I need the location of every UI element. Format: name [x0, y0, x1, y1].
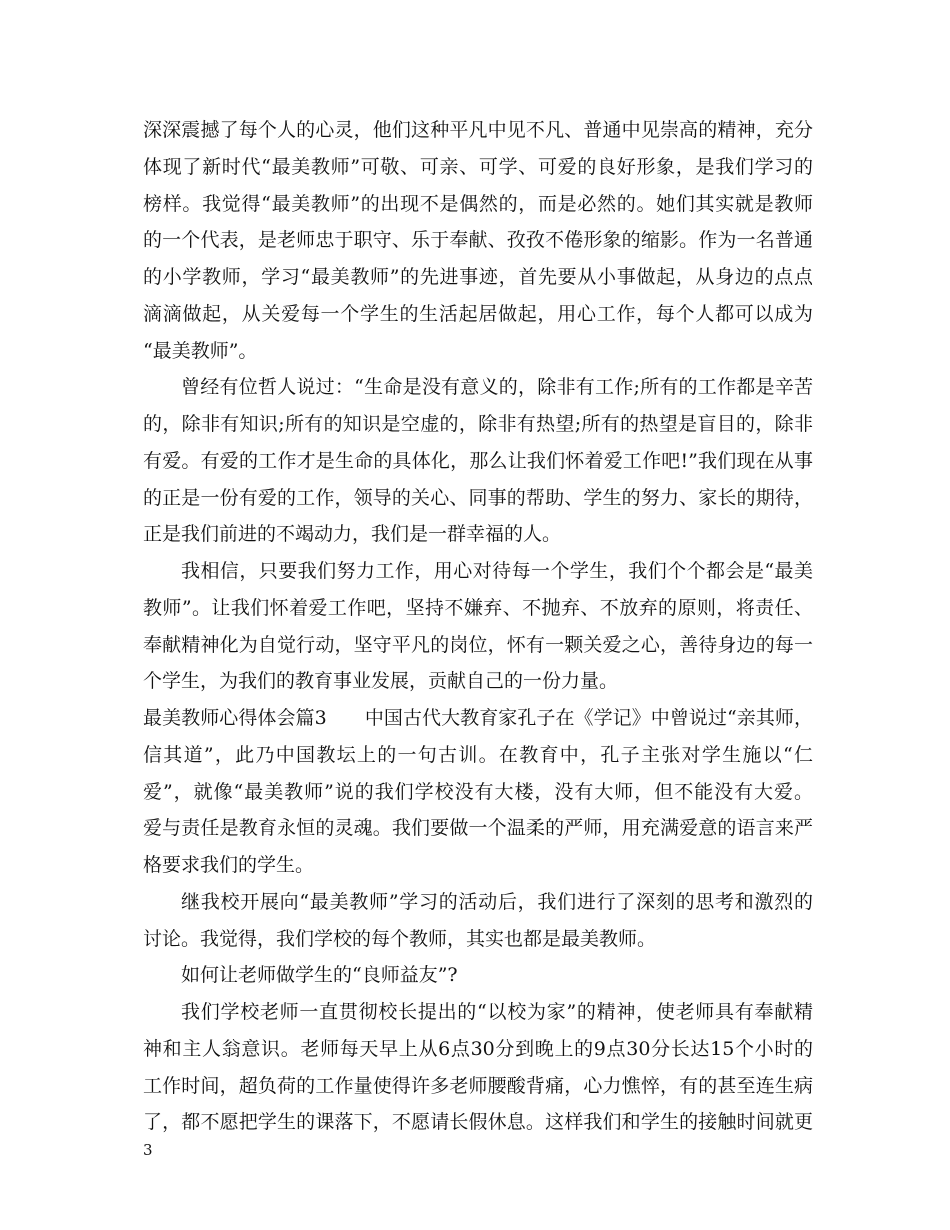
text-line: 我们学校老师一直贯彻校长提出的“以校为家”的精神，使老师具有奉献精: [181, 1001, 813, 1023]
text-line: 体现了新时代“最美教师”可敬、可亲、可学、可爱的良好形象，是我们学习的: [143, 155, 813, 178]
text-line: 教师”。让我们怀着爱工作吧，坚持不嫌弃、不抛弃、不放弃的原则，将责任、: [143, 596, 813, 619]
text-line: 有爱。有爱的工作才是生命的具体化，那么让我们怀着爱工作吧!”我们现在从事: [143, 449, 813, 472]
text-line: 的，除非有知识;所有的知识是空虚的，除非有热望;所有的热望是盲目的，除非: [143, 413, 813, 435]
text-line: “最美教师”。: [143, 339, 258, 362]
text-line: 信其道”，此乃中国教坛上的一句古训。在教育中，孔子主张对学生施以“仁: [143, 743, 813, 766]
text-line: 爱”，就像“最美教师”说的我们学校没有大楼，没有大师，但不能没有大爱。: [143, 780, 813, 803]
text-line: 神和主人翁意识。老师每天早上从6点30分到晚上的9点30分长达15个小时的: [143, 1037, 813, 1060]
text-line: 了，都不愿把学生的课落下，不愿请长假休息。这样我们和学生的接触时间就更: [143, 1111, 813, 1134]
text-line: 榜样。我觉得“最美教师”的出现不是偶然的，而是必然的。她们其实就是教师: [143, 192, 813, 215]
text-line: 我相信，只要我们努力工作，用心对待每一个学生，我们个个都会是“最美: [181, 560, 813, 582]
page-number: 3: [143, 1141, 153, 1159]
text-line: 个学生，为我们的教育事业发展，贡献自己的一份力量。: [143, 670, 619, 693]
text-line: 奉献精神化为自觉行动，坚守平凡的岗位，怀有一颗关爱之心，善待身边的每一: [143, 633, 813, 656]
text-line: 曾经有位哲人说过：“生命是没有意义的，除非有工作;所有的工作都是辛苦: [181, 376, 813, 399]
text-line: 的一个代表，是老师忠于职守、乐于奉献、孜孜不倦形象的缩影。作为一名普通: [143, 229, 813, 252]
text-line: 讨论。我觉得，我们学校的每个教师，其实也都是最美教师。: [143, 927, 657, 950]
text-line: 滴滴做起，从关爱每一个学生的生活起居做起，用心工作，每个人都可以成为: [143, 302, 813, 325]
text-line: 正是我们前进的不竭动力，我们是一群幸福的人。: [143, 523, 562, 546]
text-line: 继我校开展向“最美教师”学习的活动后，我们进行了深刻的思考和激烈的: [181, 890, 813, 913]
text-line: 的小学教师，学习“最美教师”的先进事迹，首先要从小事做起，从身边的点点: [143, 266, 813, 288]
text-line: 爱与责任是教育永恒的灵魂。我们要做一个温柔的严师，用充满爱意的语言来严: [143, 817, 813, 840]
text-line: 工作时间，超负荷的工作量使得许多老师腰酸背痛，心力憔悴，有的甚至连生病: [143, 1074, 813, 1097]
text-line: 如何让老师做学生的“良师益友”?: [181, 964, 458, 987]
text-line: 格要求我们的学生。: [143, 854, 315, 876]
text-line: 最美教师心得体会篇3 中国古代大教育家孔子在《学记》中曾说过“亲其师，: [143, 707, 813, 729]
text-line: 的正是一份有爱的工作，领导的关心、同事的帮助、学生的努力、家长的期待，: [143, 486, 813, 509]
body-text: [143, 112, 813, 1141]
text-line: 深深震撼了每个人的心灵，他们这种平凡中见不凡、普通中见崇高的精神，充分: [143, 119, 813, 141]
